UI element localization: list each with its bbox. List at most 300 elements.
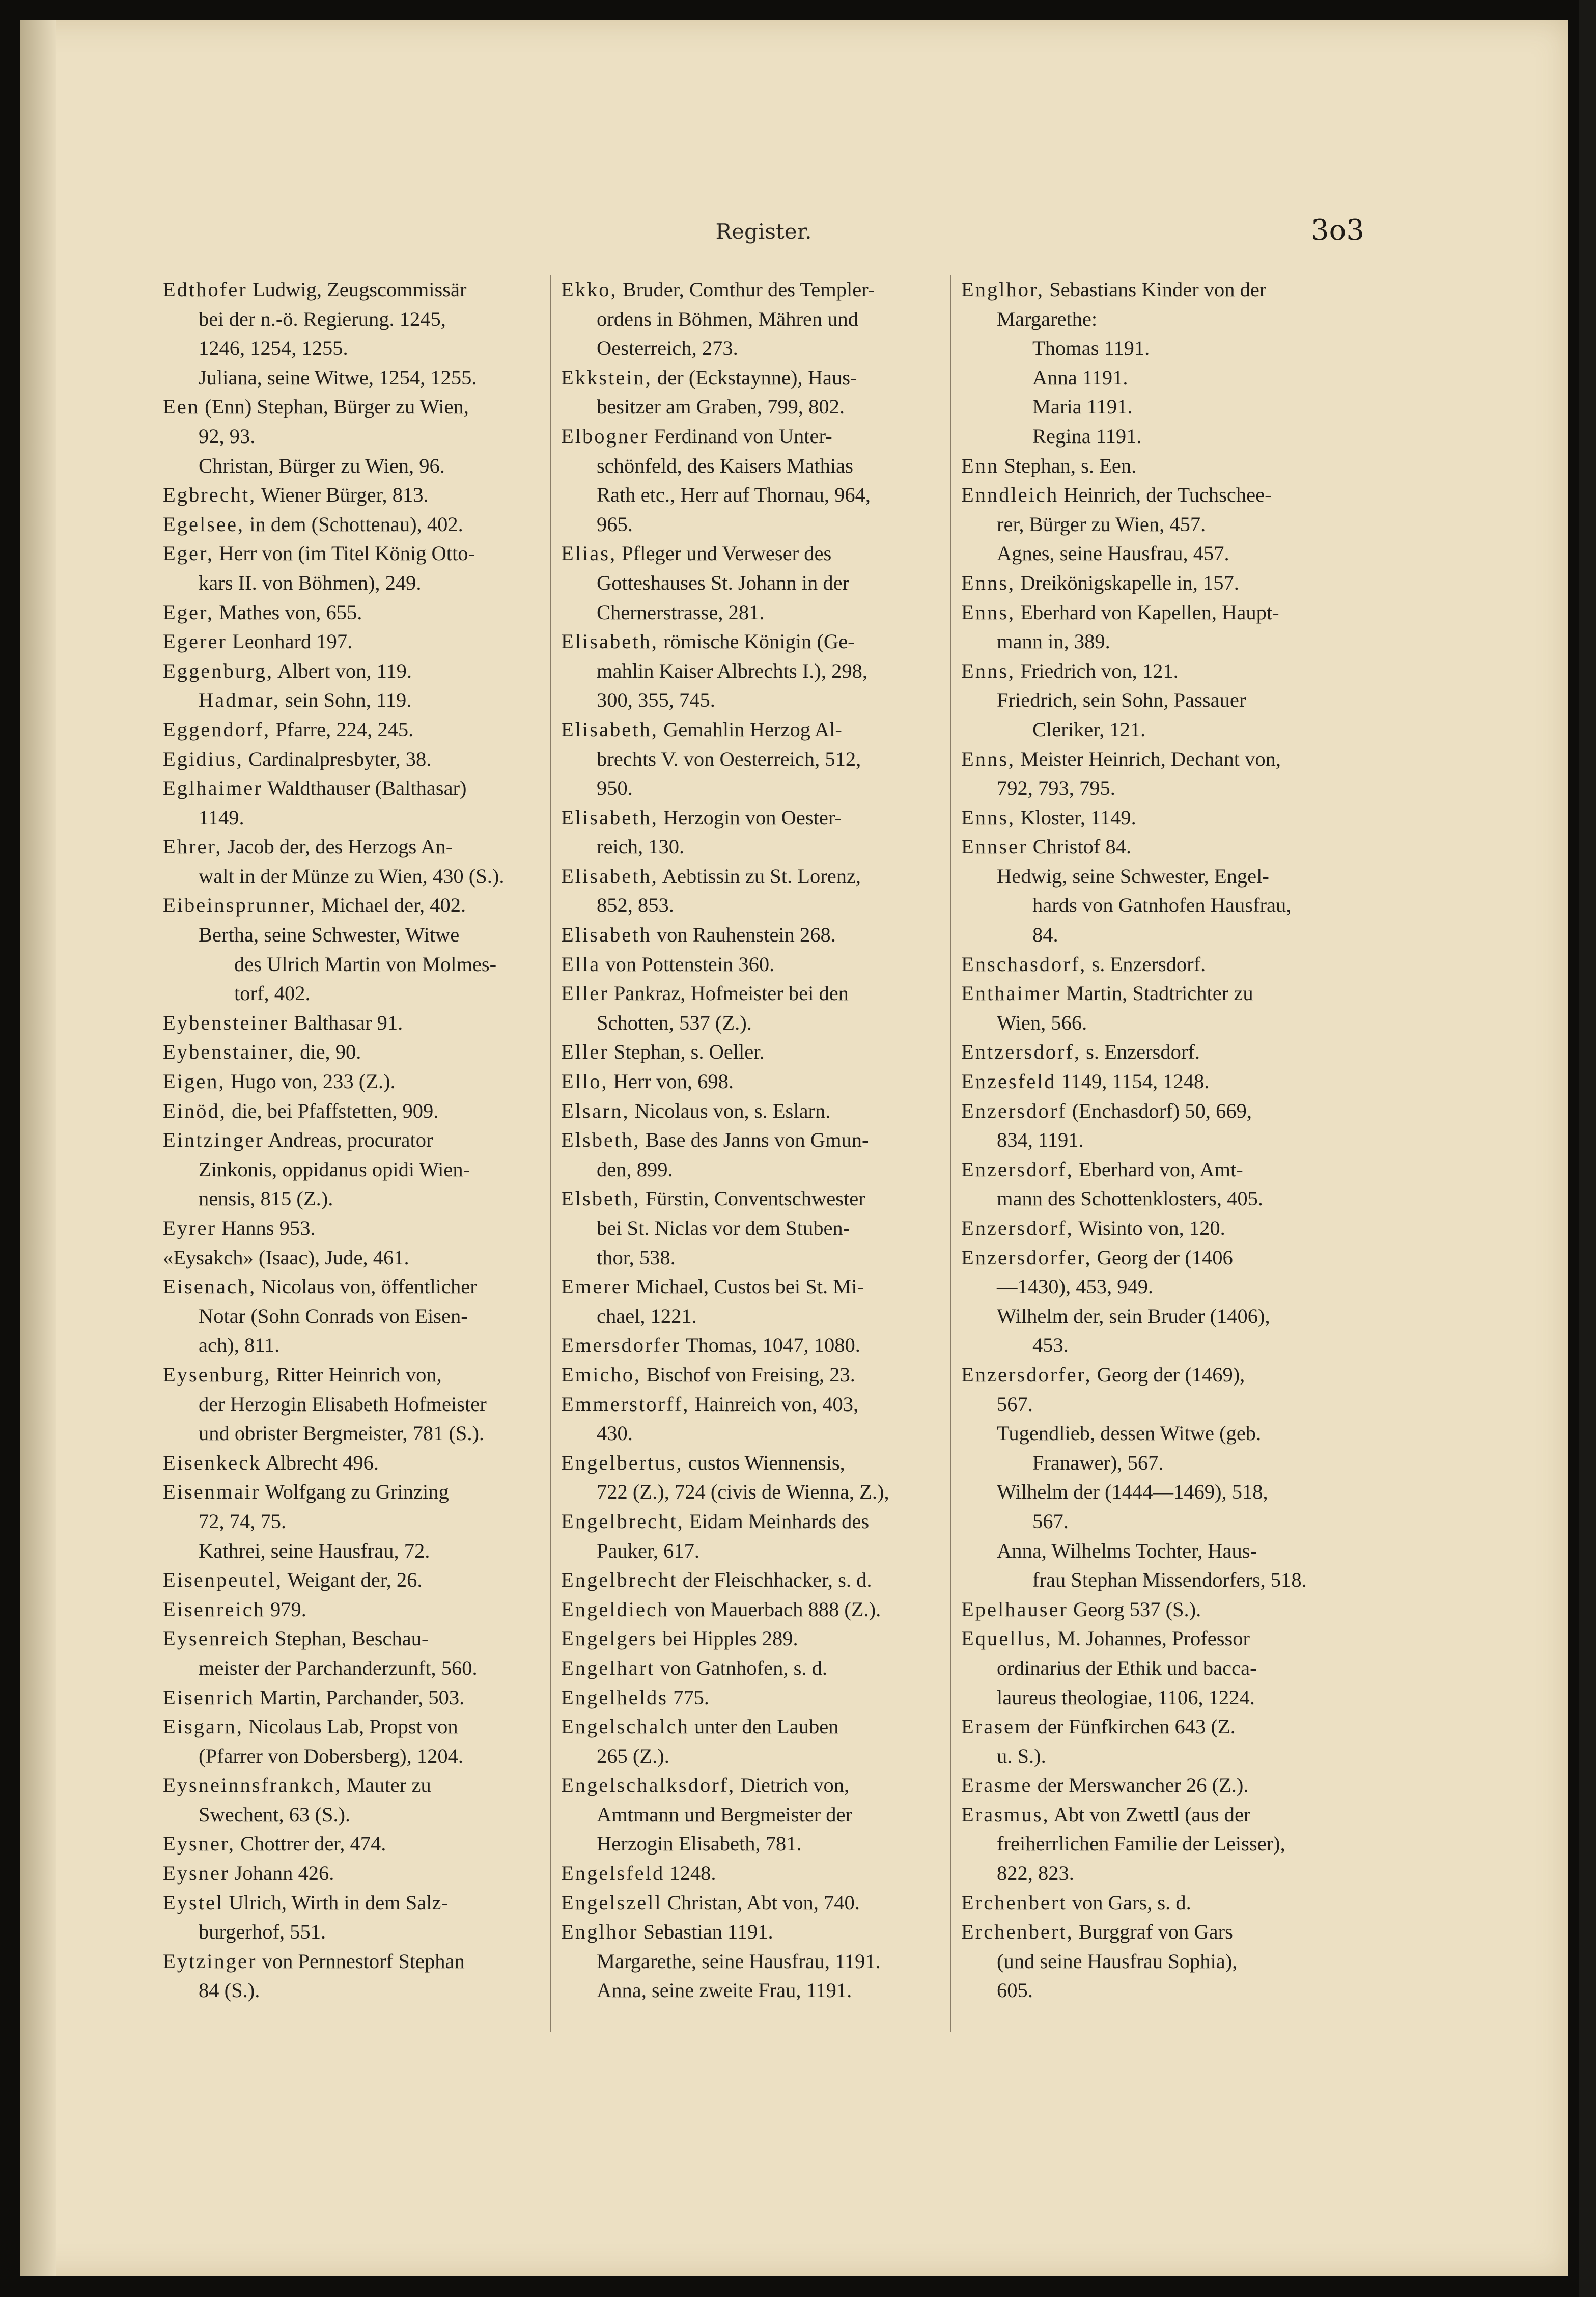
index-entry-continuation (561, 656, 925, 686)
entry-headword: Elsarn, (561, 1099, 630, 1122)
entry-text: der Merswancher 26 (Z.). (1032, 1774, 1249, 1797)
index-entry (561, 1125, 925, 1155)
entry-headword: Enzersdorf (961, 1099, 1067, 1122)
entry-headword: Eger, (163, 600, 214, 624)
entry-text: Wilhelm der (1444—1469), 518, (997, 1480, 1268, 1504)
column-rule (950, 275, 951, 2032)
index-entry (163, 1859, 527, 1888)
entry-text: der Herzogin Elisabeth Hofmeister (199, 1392, 487, 1416)
entry-headword: Einöd, (163, 1099, 227, 1122)
entry-text: Eberhard von Kapellen, Haupt- (1015, 600, 1279, 624)
index-entry (961, 568, 1325, 598)
index-entry-continuation (163, 1155, 527, 1184)
entry-headword: Ello, (561, 1070, 608, 1093)
entry-text: Friedrich, sein Sohn, Passauer (997, 688, 1246, 712)
index-entry (561, 803, 925, 833)
entry-text: Wien, 566. (997, 1011, 1087, 1034)
index-entry-continuation (961, 1184, 1325, 1213)
entry-headword: Epelhauser (961, 1597, 1068, 1621)
index-entry (163, 598, 527, 627)
index-entry-continuation (561, 480, 925, 510)
entry-text: die, bei Pfaffstetten, 909. (226, 1099, 439, 1122)
entry-headword: Enschasdorf, (961, 952, 1087, 976)
entry-text: ach), 811. (199, 1334, 280, 1357)
entry-text: Zinkonis, oppidanus opidi Wien- (199, 1157, 470, 1181)
index-column-3 (961, 275, 1325, 2005)
index-entry-continuation (163, 305, 527, 334)
entry-text: Sebastians Kinder von der (1044, 278, 1267, 301)
index-entry (961, 598, 1325, 627)
index-entry (163, 1360, 527, 1390)
entry-text: 792, 793, 795. (997, 777, 1115, 800)
index-entry-continuation (961, 1419, 1325, 1448)
entry-text: von Mauerbach 888 (Z.). (669, 1597, 881, 1621)
entry-text: Amtmann und Bergmeister der (597, 1803, 853, 1826)
entry-text: Sebastian 1191. (638, 1920, 773, 1944)
index-entry-continuation (561, 1976, 925, 2005)
entry-text: Gotteshauses St. Johann in der (597, 571, 850, 594)
index-entry (561, 1331, 925, 1360)
entry-text: Rath etc., Herr auf Thornau, 964, (597, 483, 871, 507)
entry-text: 567. (1032, 1509, 1069, 1533)
entry-headword: Enns, (961, 600, 1016, 624)
index-entry (961, 1067, 1325, 1096)
entry-text: Christan, Bürger zu Wien, 96. (199, 454, 445, 477)
entry-text: 1149. (199, 806, 244, 829)
index-entry (561, 1184, 925, 1213)
entry-headword: Engelbrecht (561, 1568, 678, 1592)
index-entry (961, 1888, 1325, 1918)
index-entry (163, 656, 527, 686)
entry-text: Bertha, seine Schwester, Witwe (199, 923, 460, 947)
entry-text: Maria 1191. (1032, 395, 1133, 419)
entry-text: bei Hipples 289. (657, 1627, 798, 1650)
entry-text: 1248. (664, 1862, 716, 1885)
entry-text: ordens in Böhmen, Mähren und (597, 307, 859, 330)
index-entry-continuation (163, 1976, 527, 2005)
index-entry (163, 1565, 527, 1595)
entry-text: Eidam Meinhards des (684, 1509, 870, 1533)
entry-headword: Elisabeth, (561, 717, 658, 741)
entry-headword: Enns, (961, 659, 1016, 682)
entry-headword: Eysenburg, (163, 1363, 271, 1386)
entry-text: mann des Schottenklosters, 405. (997, 1187, 1264, 1210)
index-entry (163, 1125, 527, 1155)
entry-text: Hainreich von, 403, (689, 1392, 859, 1416)
entry-headword: Enndleich (961, 483, 1059, 507)
entry-headword: Elisabeth, (561, 806, 658, 829)
entry-headword: Eisgarn, (163, 1715, 243, 1738)
index-entry-continuation (561, 1155, 925, 1184)
entry-headword: Ella (561, 952, 601, 976)
entry-text: (Pfarrer von Dobersberg), 1204. (199, 1744, 463, 1767)
index-entry-continuation (163, 568, 527, 598)
index-entry-continuation (961, 422, 1325, 451)
entry-text: Nicolaus von, öffentlicher (256, 1275, 477, 1298)
index-entry (961, 1624, 1325, 1653)
index-entry-continuation (163, 422, 527, 451)
entry-text: Oesterreich, 273. (597, 337, 738, 360)
index-entry (961, 1243, 1325, 1272)
index-entry-continuation (163, 334, 527, 363)
entry-headword: Erasmus, (961, 1803, 1050, 1826)
entry-text: Michael, Custos bei St. Mi- (631, 1275, 864, 1298)
index-entry-continuation (961, 1331, 1325, 1360)
index-entry-continuation (961, 891, 1325, 920)
index-entry-continuation (961, 1683, 1325, 1712)
index-entry-continuation (961, 392, 1325, 422)
index-entry (163, 1037, 527, 1067)
index-entry-continuation (961, 1477, 1325, 1507)
index-entry-continuation (961, 1008, 1325, 1038)
entry-text: Bischof von Freising, 23. (641, 1363, 855, 1386)
index-entry-continuation (961, 539, 1325, 568)
index-entry-continuation (163, 1800, 527, 1830)
index-entry-continuation (561, 598, 925, 627)
entry-text: thor, 538. (597, 1246, 676, 1269)
entry-headword: Enthaimer (961, 982, 1061, 1005)
index-entry (163, 1829, 527, 1859)
entry-text: Weigant der, 26. (283, 1568, 423, 1592)
index-entry (163, 1888, 527, 1918)
entry-headword: Egbrecht, (163, 483, 257, 507)
entry-text: walt in der Münze zu Wien, 430 (S.). (199, 864, 505, 888)
index-entry (561, 1624, 925, 1653)
entry-headword: Eisenmair (163, 1480, 261, 1504)
entry-text: Leonhard 197. (227, 630, 353, 653)
entry-headword: Engelbertus, (561, 1451, 683, 1474)
entry-headword: Eysner (163, 1862, 230, 1885)
index-entry (561, 1712, 925, 1741)
entry-text: u. S.). (997, 1744, 1046, 1767)
page-gutter (20, 20, 56, 2276)
index-entry-continuation (561, 1741, 925, 1771)
index-entry (163, 1595, 527, 1624)
index-entry-continuation (961, 334, 1325, 363)
entry-text: Georg der (1406 (1091, 1246, 1233, 1269)
index-entry (163, 627, 527, 656)
entry-headword: Emersdorfer (561, 1334, 681, 1357)
index-entry-continuation (961, 1976, 1325, 2005)
entry-text: «Eysakch» (Isaac), Jude, 461. (163, 1246, 409, 1269)
entry-text: Herzogin von Oester- (658, 806, 842, 829)
entry-text: Aebtissin zu St. Lorenz, (658, 864, 861, 888)
index-entry-continuation (961, 1390, 1325, 1419)
entry-text: Chottrer der, 474. (235, 1832, 386, 1856)
index-entry (561, 422, 925, 451)
index-entry (561, 1565, 925, 1595)
entry-text: mann in, 389. (997, 630, 1110, 653)
entry-text: Dietrich von, (735, 1774, 850, 1797)
entry-text: Hanns 953. (216, 1216, 316, 1239)
entry-headword: Eysneinnsfrankch, (163, 1774, 342, 1797)
entry-text: Abt von Zwettl (aus der (1049, 1803, 1251, 1826)
entry-text: Nicolaus Lab, Propst von (243, 1715, 458, 1738)
index-entry (561, 1360, 925, 1390)
entry-text: 567. (997, 1392, 1033, 1416)
entry-text: —1430), 453, 949. (997, 1275, 1154, 1298)
entry-headword: Eisenkeck (163, 1451, 262, 1474)
index-entry-continuation (961, 1741, 1325, 1771)
entry-text: Mathes von, 655. (213, 600, 362, 624)
index-entry-continuation (163, 1741, 527, 1771)
index-entry (163, 773, 527, 803)
entry-headword: Engeldiech (561, 1597, 669, 1621)
entry-headword: Elsbeth, (561, 1187, 640, 1210)
page-number: 3o3 (1311, 214, 1364, 247)
entry-text: römische Königin (Ge- (658, 630, 855, 653)
entry-text: Gemahlin Herzog Al- (658, 717, 842, 741)
entry-text: 950. (597, 777, 633, 800)
entry-text: Herr von (im Titel König Otto- (213, 542, 475, 565)
index-entry (163, 1624, 527, 1653)
index-entry (561, 1888, 925, 1918)
entry-text: die, 90. (294, 1040, 361, 1064)
entry-headword: Enns, (961, 806, 1016, 829)
entry-headword: Enns, (961, 747, 1016, 770)
index-entry (961, 832, 1325, 862)
index-entry-continuation (561, 392, 925, 422)
index-entry (561, 1390, 925, 1419)
index-entry-continuation (561, 1947, 925, 1976)
index-entry (961, 1917, 1325, 1947)
entry-text: Andreas, procurator (264, 1128, 433, 1152)
index-entry (961, 979, 1325, 1008)
index-entry-continuation (163, 1653, 527, 1683)
index-entry (561, 1917, 925, 1947)
index-entry-continuation (163, 1917, 527, 1947)
entry-headword: Englhor, (961, 278, 1044, 301)
index-entry (561, 627, 925, 656)
entry-text: Pfleger und Verweser des (617, 542, 832, 565)
index-entry-continuation (163, 1419, 527, 1448)
index-entry-continuation (561, 1302, 925, 1331)
index-entry-continuation (163, 920, 527, 950)
entry-text: in dem (Schottenau), 402. (244, 512, 463, 536)
entry-text: Jacob der, des Herzogs An- (222, 835, 453, 859)
entry-text: nensis, 815 (Z.). (199, 1187, 333, 1210)
entry-headword: Eybensteiner (163, 1011, 289, 1034)
index-entry-continuation (163, 1302, 527, 1331)
entry-text: von Pottenstein 360. (600, 952, 775, 976)
entry-headword: Eisenpeutel, (163, 1568, 283, 1592)
index-entry-continuation (961, 363, 1325, 393)
entry-text: Meister Heinrich, Dechant von, (1015, 747, 1281, 770)
entry-text: sein Sohn, 119. (279, 688, 412, 712)
index-entry-continuation (961, 1947, 1325, 1976)
index-entry (561, 1037, 925, 1067)
entry-text: von Pernnestorf Stephan (257, 1949, 465, 1973)
entry-text: (Enchasdorf) 50, 669, (1067, 1099, 1252, 1122)
entry-text: 1149, 1154, 1248. (1056, 1070, 1210, 1093)
index-entry-continuation (961, 1565, 1325, 1595)
index-entry-continuation (561, 1008, 925, 1038)
index-entry-continuation (561, 891, 925, 920)
entry-text: freiherrlichen Familie der Leisser), (997, 1832, 1285, 1856)
entry-text: (und seine Hausfrau Sophia), (997, 1949, 1238, 1973)
index-entry (561, 275, 925, 305)
index-entry (163, 1243, 527, 1272)
entry-headword: Egidius, (163, 747, 243, 770)
entry-headword: Enzersdorfer, (961, 1246, 1092, 1269)
index-entry (961, 656, 1325, 686)
index-entry-continuation (961, 1536, 1325, 1566)
entry-headword: Edthofer (163, 278, 247, 301)
entry-headword: Ennser (961, 835, 1028, 859)
index-entry (561, 715, 925, 744)
entry-headword: Enns, (961, 571, 1016, 594)
entry-headword: Eisenrich (163, 1685, 255, 1709)
entry-text: Kathrei, seine Hausfrau, 72. (199, 1539, 430, 1562)
entry-text: Michael der, 402. (316, 894, 466, 917)
entry-headword: Eyrer (163, 1216, 216, 1239)
entry-headword: Eystel (163, 1891, 224, 1914)
entry-text: Wolfgang zu Grinzing (260, 1480, 449, 1504)
index-column-2 (561, 275, 925, 2005)
entry-text: unter den Lauben (689, 1715, 839, 1738)
index-entry (163, 1008, 527, 1038)
entry-headword: Een (163, 395, 200, 419)
entry-text: Cardinalpresbyter, 38. (243, 747, 432, 770)
entry-text: Georg der (1469), (1091, 1363, 1245, 1386)
entry-headword: Enzesfeld (961, 1070, 1056, 1093)
entry-headword: Elias, (561, 542, 617, 565)
entry-headword: Enzersdorf, (961, 1157, 1074, 1181)
entry-text: 722 (Z.), 724 (civis de Wienna, Z.), (597, 1480, 889, 1504)
entry-headword: Elisabeth (561, 923, 652, 947)
entry-headword: Eysner, (163, 1832, 235, 1856)
index-entry-continuation (561, 773, 925, 803)
index-entry-continuation (561, 451, 925, 481)
index-entry (163, 1712, 527, 1741)
entry-text: Agnes, seine Hausfrau, 457. (997, 542, 1229, 565)
entry-headword: Eigen, (163, 1070, 226, 1093)
index-entry-continuation (163, 685, 527, 715)
index-entry-continuation (561, 685, 925, 715)
index-entry (561, 979, 925, 1008)
entry-headword: Engelhart (561, 1656, 655, 1679)
index-entry (961, 1037, 1325, 1067)
entry-headword: Enn (961, 454, 999, 477)
entry-text: Anna 1191. (1032, 366, 1128, 389)
entry-text: Wilhelm der, sein Bruder (1406), (997, 1304, 1270, 1327)
index-entry-continuation (961, 1448, 1325, 1478)
entry-headword: Eisenach, (163, 1275, 257, 1298)
entry-headword: Emerer (561, 1275, 631, 1298)
index-entry-continuation (961, 1859, 1325, 1888)
entry-text: Base des Janns von Gmun- (640, 1128, 869, 1152)
entry-text: Wisinto von, 120. (1073, 1216, 1225, 1239)
index-entry (561, 1653, 925, 1683)
index-entry (561, 1096, 925, 1126)
entry-headword: Engelschalksdorf, (561, 1774, 736, 1797)
index-entry-continuation (163, 1390, 527, 1419)
entry-text: der (Eckstaynne), Haus- (652, 366, 857, 389)
entry-text: reich, 130. (597, 835, 685, 859)
entry-text: Kloster, 1149. (1015, 806, 1136, 829)
entry-text: von Gatnhofen, s. d. (655, 1656, 828, 1679)
entry-text: Friedrich von, 121. (1015, 659, 1179, 682)
entry-headword: Equellus, (961, 1627, 1052, 1650)
entry-headword: Engelszell (561, 1891, 662, 1914)
entry-text: Waldthauser (Balthasar) (262, 777, 467, 800)
entry-text: Fürstin, Conventschwester (640, 1187, 865, 1210)
index-entry (163, 1213, 527, 1243)
entry-text: custos Wiennensis, (683, 1451, 845, 1474)
entry-text: 822, 823. (997, 1862, 1074, 1885)
index-entry-continuation (961, 715, 1325, 744)
entry-text: frau Stephan Missendorfers, 518. (1032, 1568, 1307, 1592)
entry-headword: Engelbrecht, (561, 1509, 684, 1533)
index-entry-continuation (961, 1302, 1325, 1331)
page-header (163, 214, 1364, 255)
index-entry-continuation (961, 1125, 1325, 1155)
index-entry (561, 950, 925, 979)
entry-text: Christof 84. (1027, 835, 1132, 859)
index-entry (561, 862, 925, 891)
index-entry (961, 1595, 1325, 1624)
entry-headword: Engelhelds (561, 1685, 668, 1709)
entry-headword: Englhor (561, 1920, 638, 1944)
index-entry-continuation (163, 1507, 527, 1536)
index-entry (561, 1507, 925, 1536)
entry-text: Cleriker, 121. (1032, 717, 1146, 741)
entry-headword: Hadmar, (199, 688, 280, 712)
index-entry-continuation (163, 363, 527, 393)
entry-text: von Gars, s. d. (1067, 1891, 1191, 1914)
index-entry (961, 275, 1325, 305)
entry-text: 852, 853. (597, 894, 674, 917)
index-entry-continuation (961, 510, 1325, 539)
entry-headword: Entzersdorf, (961, 1040, 1081, 1064)
entry-headword: Elsbeth, (561, 1128, 640, 1152)
entry-text: Juliana, seine Witwe, 1254, 1255. (199, 366, 477, 389)
index-entry-continuation (163, 451, 527, 481)
entry-text: Albert von, 119. (273, 659, 412, 682)
index-entry (163, 891, 527, 920)
entry-headword: Ekkstein, (561, 366, 652, 389)
entry-headword: Eger, (163, 542, 214, 565)
index-entry-continuation (163, 979, 527, 1008)
entry-text: Franawer), 567. (1032, 1451, 1164, 1474)
scan-edge (1579, 0, 1596, 2297)
entry-text: Swechent, 63 (S.). (199, 1803, 351, 1826)
entry-text: 979. (265, 1597, 306, 1621)
entry-headword: Engelschalch (561, 1715, 689, 1738)
index-entry-continuation (163, 862, 527, 891)
entry-text: Albrecht 496. (261, 1451, 379, 1474)
index-entry (163, 480, 527, 510)
entry-headword: Eintzinger (163, 1128, 264, 1152)
entry-headword: Eibeinsprunner, (163, 894, 316, 917)
index-entry (561, 1067, 925, 1096)
entry-text: Eberhard von, Amt- (1073, 1157, 1243, 1181)
index-entry-continuation (561, 568, 925, 598)
index-column-1 (163, 275, 527, 2005)
entry-text: Martin, Parchander, 503. (254, 1685, 465, 1709)
entry-text: laureus theologiae, 1106, 1224. (997, 1685, 1255, 1709)
entry-text: Chernerstrasse, 281. (597, 600, 765, 624)
index-entry (961, 1360, 1325, 1390)
entry-text: 265 (Z.). (597, 1744, 669, 1767)
index-entry-continuation (961, 1507, 1325, 1536)
entry-text: 775. (667, 1685, 709, 1709)
entry-text: Stephan, s. Een. (999, 454, 1137, 477)
entry-text: Notar (Sohn Conrads von Eisen- (199, 1304, 468, 1327)
entry-text: bei der n.-ö. Regierung. 1245, (199, 307, 446, 330)
entry-headword: Enzersdorfer, (961, 1363, 1092, 1386)
entry-text: (Enn) Stephan, Bürger zu Wien, (199, 395, 469, 419)
